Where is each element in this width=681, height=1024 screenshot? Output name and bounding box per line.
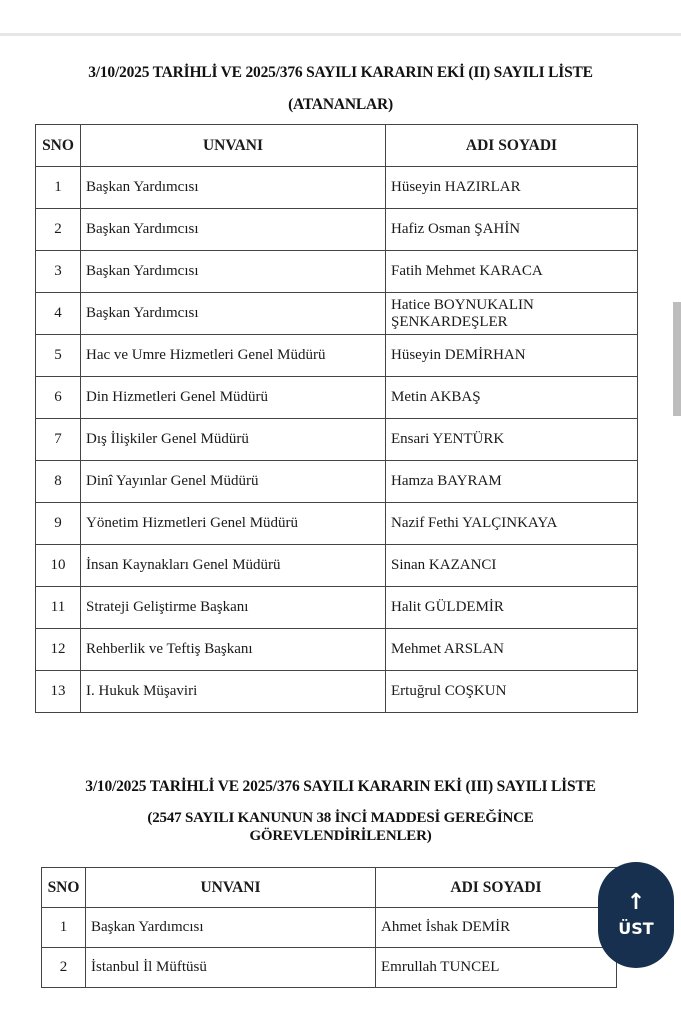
table-row [36,167,638,209]
cell-adi-soyadi: Ertuğrul COŞKUN [386,671,638,713]
cell-sno: 7 [36,419,81,461]
cell-sno: 2 [36,209,81,251]
cell-sno: 6 [36,377,81,419]
header-sno: SNO [42,868,86,908]
table-row [36,503,638,545]
cell-sno: 4 [36,293,81,335]
table-row [42,908,617,948]
cell-unvani: Strateji Geliştirme Başkanı [81,587,386,629]
table-header-row [42,868,617,908]
cell-adi-soyadi: Sinan KAZANCI [386,545,638,587]
header-unvani: UNVANI [81,125,386,167]
table-row [36,377,638,419]
cell-adi-soyadi: Hafiz Osman ŞAHİN [386,209,638,251]
cell-sno: 1 [42,908,86,948]
cell-adi-soyadi: Ensari YENTÜRK [386,419,638,461]
table-row [36,629,638,671]
header-adi-soyadi: ADI SOYADI [386,125,638,167]
cell-sno: 3 [36,251,81,293]
table-row [36,587,638,629]
table-header-row [36,125,638,167]
table-row [36,293,638,335]
arrow-up-icon: ↑ [626,890,646,915]
cell-unvani: İstanbul İl Müftüsü [86,948,376,988]
table-row [36,671,638,713]
section2-title-line1: 3/10/2025 TARİHLİ VE 2025/376 SAYILI KARARIN EKİ (III) SAYILI LİSTE [85,778,596,795]
cell-sno: 13 [36,671,81,713]
cell-adi-soyadi: Hüseyin DEMİRHAN [386,335,638,377]
cell-adi-soyadi: Hüseyin HAZIRLAR [386,167,638,209]
cell-unvani: I. Hukuk Müşaviri [81,671,386,713]
cell-unvani: Başkan Yardımcısı [81,251,386,293]
cell-unvani: Dış İlişkiler Genel Müdürü [81,419,386,461]
cell-unvani: Başkan Yardımcısı [81,209,386,251]
scroll-to-top-label: ÜST [618,919,654,938]
cell-adi-soyadi: Halit GÜLDEMİR [386,587,638,629]
cell-sno: 10 [36,545,81,587]
table-row [36,251,638,293]
top-divider [0,33,681,36]
cell-sno: 5 [36,335,81,377]
table-row [36,335,638,377]
cell-unvani: Yönetim Hizmetleri Genel Müdürü [81,503,386,545]
section1-title-line1: 3/10/2025 TARİHLİ VE 2025/376 SAYILI KARARIN EKİ (II) SAYILI LİSTE [88,64,593,81]
cell-adi-soyadi: Mehmet ARSLAN [386,629,638,671]
cell-adi-soyadi: Fatih Mehmet KARACA [386,251,638,293]
cell-adi-soyadi: Hatice BOYNUKALIN ŞENKARDEŞLER [386,293,638,335]
appointees-table [35,124,638,713]
cell-unvani: Başkan Yardımcısı [81,293,386,335]
table-row [36,545,638,587]
assigned-table [41,867,617,988]
table-row [42,948,617,988]
cell-adi-soyadi: Nazif Fethi YALÇINKAYA [386,503,638,545]
cell-unvani: Hac ve Umre Hizmetleri Genel Müdürü [81,335,386,377]
section1-title-line2: (ATANANLAR) [288,96,393,113]
cell-unvani: Dinî Yayınlar Genel Müdürü [81,461,386,503]
cell-unvani: Başkan Yardımcısı [86,908,376,948]
table-row [36,419,638,461]
cell-sno: 1 [36,167,81,209]
cell-adi-soyadi: Metin AKBAŞ [386,377,638,419]
cell-adi-soyadi: Hamza BAYRAM [386,461,638,503]
cell-sno: 12 [36,629,81,671]
cell-unvani: Başkan Yardımcısı [81,167,386,209]
header-unvani: UNVANI [86,868,376,908]
scroll-to-top-button[interactable] [598,862,674,968]
cell-unvani: İnsan Kaynakları Genel Müdürü [81,545,386,587]
section2-title-line2: (2547 SAYILI KANUNUN 38 İNCİ MADDESİ GEREĞİNCE [147,810,534,826]
cell-sno: 8 [36,461,81,503]
cell-adi-soyadi: Emrullah TUNCEL [376,948,617,988]
cell-sno: 2 [42,948,86,988]
header-adi-soyadi: ADI SOYADI [376,868,617,908]
cell-unvani: Rehberlik ve Teftiş Başkanı [81,629,386,671]
cell-adi-soyadi: Ahmet İshak DEMİR [376,908,617,948]
header-sno: SNO [36,125,81,167]
cell-sno: 9 [36,503,81,545]
table-row [36,461,638,503]
scrollbar-thumb[interactable] [673,302,681,416]
section2-title-line3: GÖREVLENDİRİLENLER) [249,828,432,844]
cell-unvani: Din Hizmetleri Genel Müdürü [81,377,386,419]
cell-sno: 11 [36,587,81,629]
table-row [36,209,638,251]
